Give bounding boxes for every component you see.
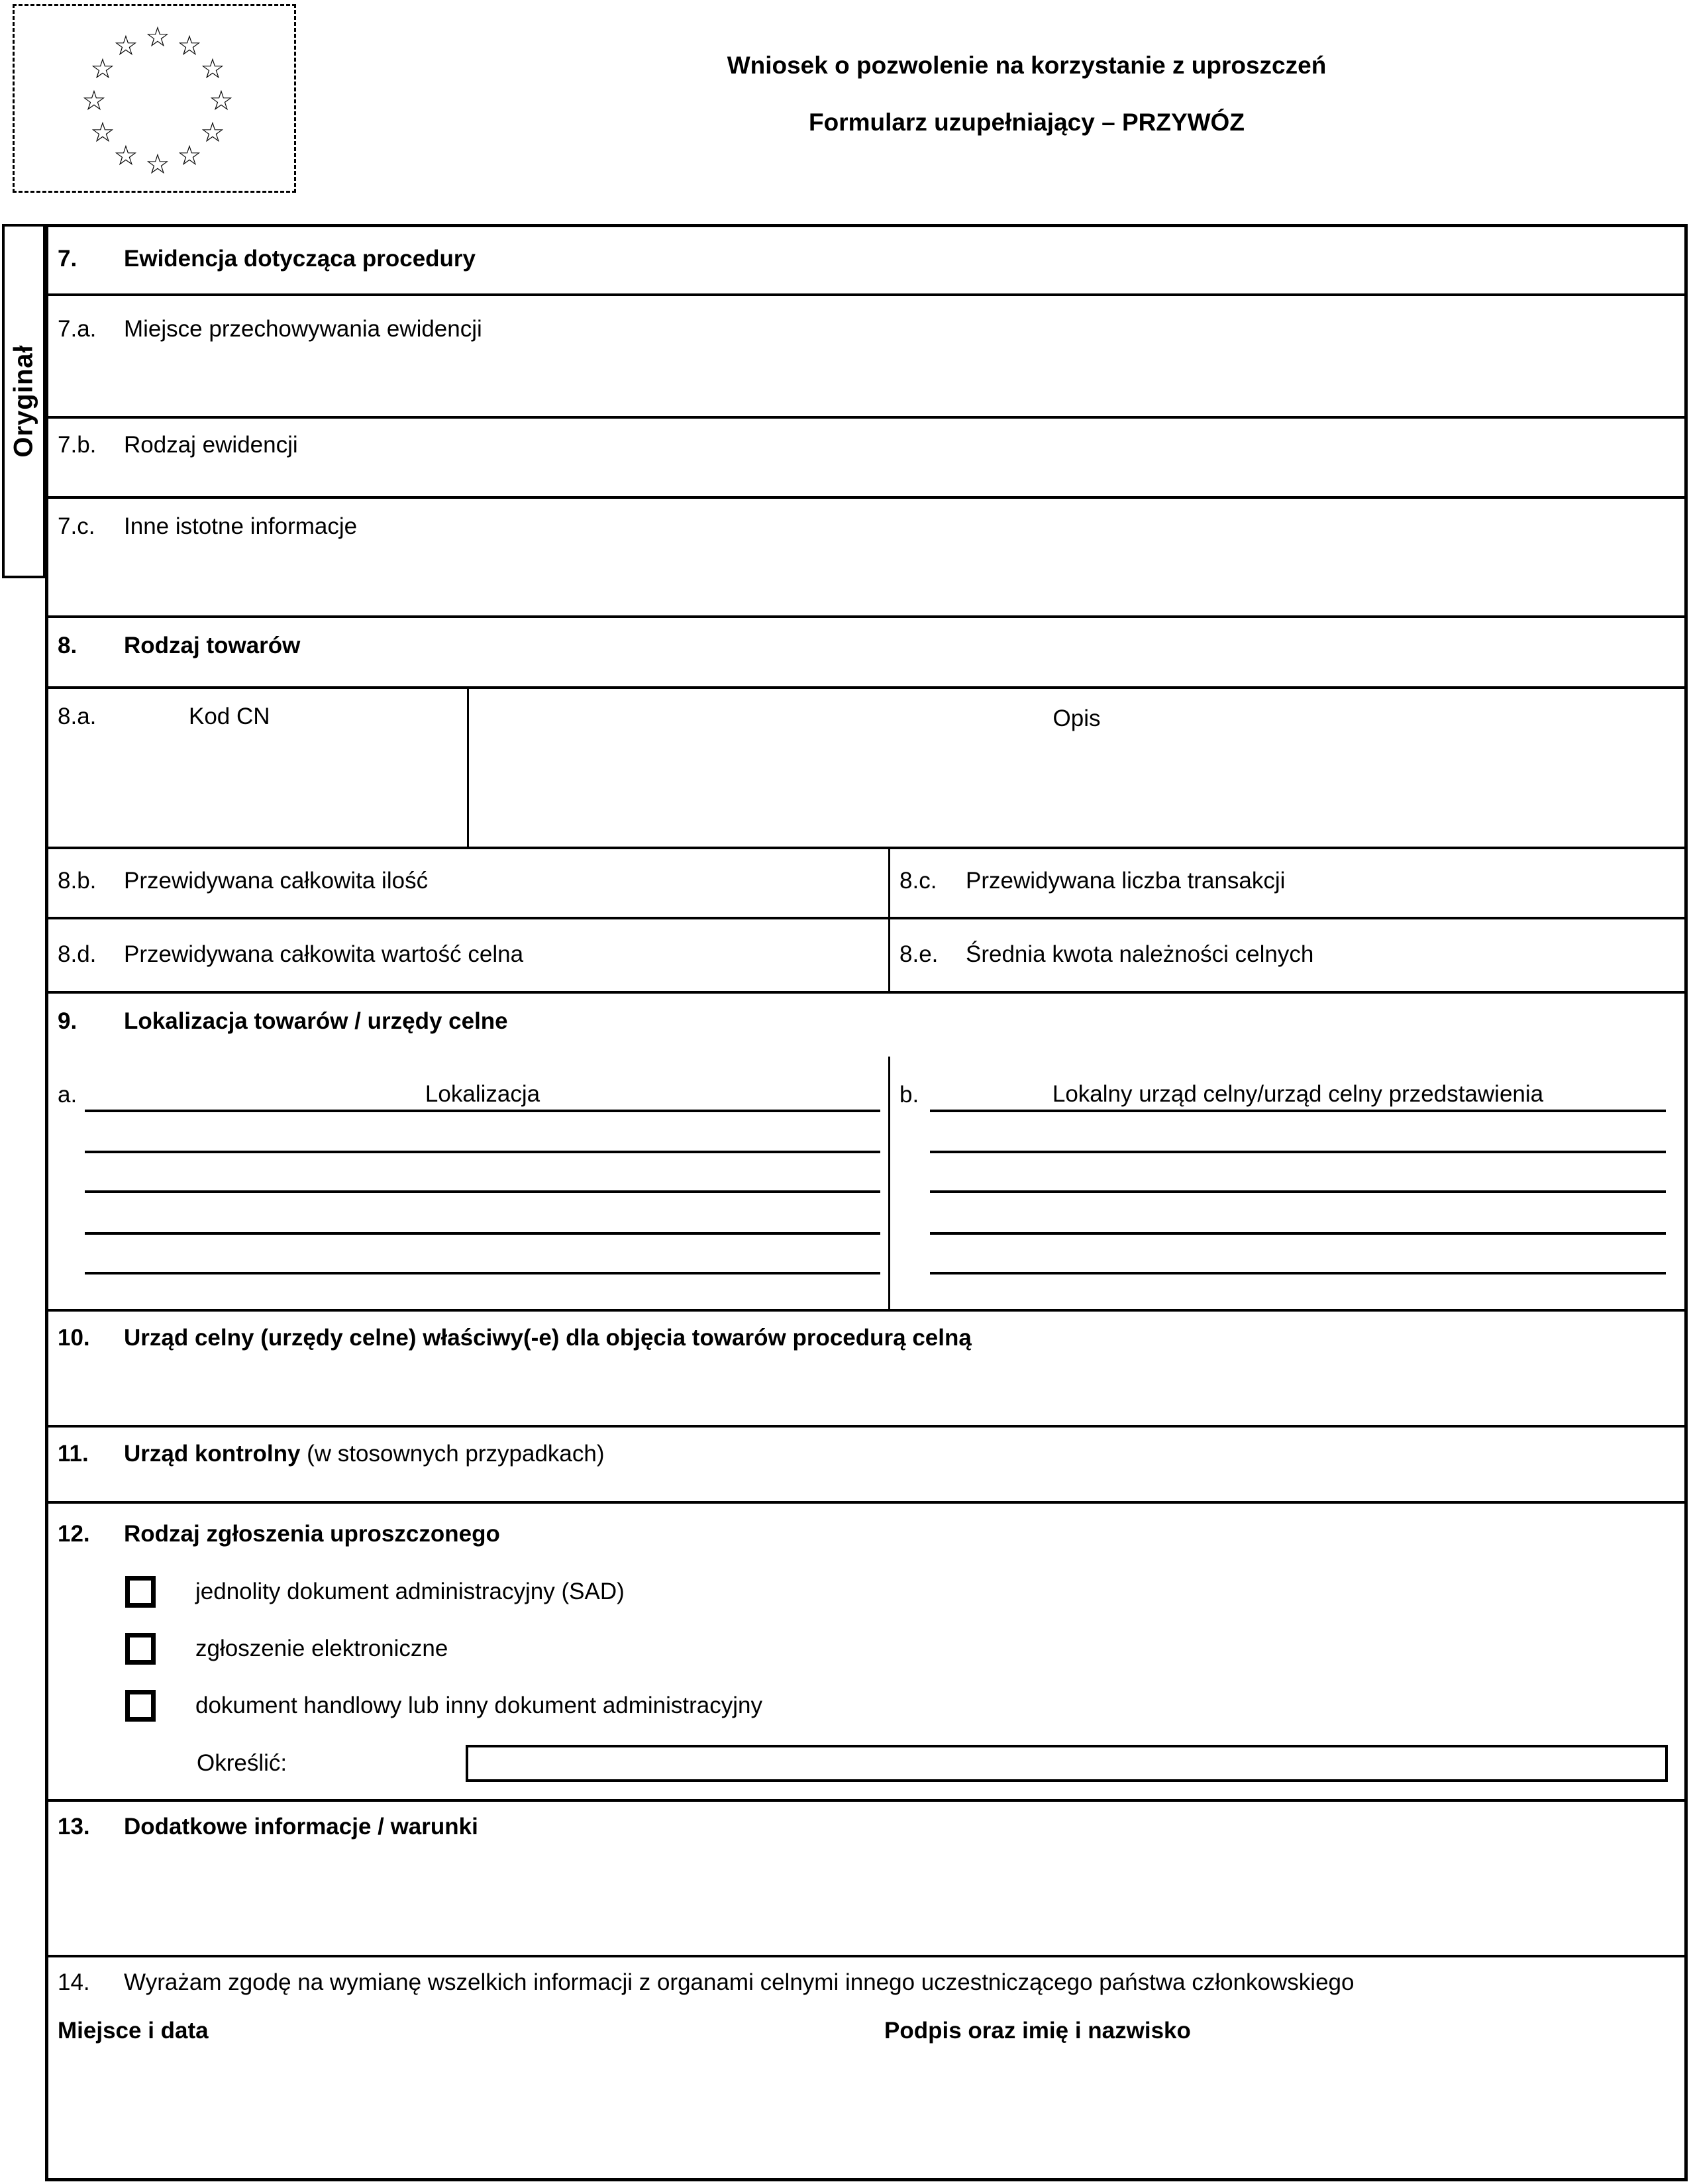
page-title: Wniosek o pozwolenie na korzystanie z uproszczeń <box>727 52 1327 79</box>
row-8d-label: Przewidywana całkowita wartość celna <box>124 941 524 967</box>
eu-flag <box>13 4 296 193</box>
form-table <box>45 224 1688 2181</box>
row-7a-label: Miejsce przechowywania ewidencji <box>124 316 482 342</box>
page-subtitle: Formularz uzupełniający – PRZYWÓZ <box>809 109 1245 136</box>
write-line <box>930 1272 1666 1274</box>
row-11-label <box>124 1441 605 1467</box>
eu-star-icon: ☆ <box>209 84 234 117</box>
row-8e-cell <box>890 919 1684 991</box>
row-8a-number: 8.a. <box>58 703 97 729</box>
checkbox-commercial-document[interactable] <box>125 1690 156 1722</box>
row-13-label: Dodatkowe informacje / warunki <box>124 1814 478 1840</box>
write-line <box>85 1232 880 1235</box>
row-7-label: Ewidencja dotycząca procedury <box>124 246 476 272</box>
checkbox-electronic-declaration-label: zgłoszenie elektroniczne <box>195 1636 448 1661</box>
row-7b-number: 7.b. <box>58 432 97 458</box>
row-12-number: 12. <box>58 1521 90 1547</box>
eu-star-icon: ☆ <box>200 52 225 85</box>
eu-star-icon: ☆ <box>81 84 107 117</box>
write-line <box>85 1190 880 1193</box>
row-8b-label: Przewidywana całkowita ilość <box>124 868 429 894</box>
row-7 <box>48 227 1684 296</box>
checkbox-electronic-declaration[interactable] <box>125 1633 156 1665</box>
eu-star-icon: ☆ <box>177 29 202 62</box>
row-14-label: Wyrażam zgodę na wymianę wszelkich informacji z organami celnymi innego uczestniczącego państwa członkowskiego <box>124 1969 1355 1995</box>
row-8d-8e <box>48 919 1684 994</box>
row-9-label: Lokalizacja towarów / urzędy celne <box>124 1008 508 1034</box>
row-8a-cn-label: Kod CN <box>189 703 270 729</box>
copy-type-sidebar <box>2 224 46 578</box>
signature-name-label: Podpis oraz imię i nazwisko <box>884 2018 1191 2044</box>
row-13-number: 13. <box>58 1814 90 1840</box>
specify-input[interactable] <box>466 1745 1668 1782</box>
row-7a-number: 7.a. <box>58 316 97 342</box>
row-8b-8c <box>48 849 1684 919</box>
checkbox-sad-label: jednolity dokument administracyjny (SAD) <box>195 1579 625 1604</box>
eu-star-icon: ☆ <box>177 139 202 172</box>
row-7-number: 7. <box>58 246 77 272</box>
eu-star-icon: ☆ <box>90 52 115 85</box>
col-b-number: b. <box>899 1082 919 1108</box>
row-11 <box>48 1428 1684 1504</box>
row-10 <box>48 1312 1684 1428</box>
write-line <box>85 1272 880 1274</box>
eu-star-icon: ☆ <box>200 116 225 148</box>
eu-star-icon: ☆ <box>145 148 170 180</box>
row-7a <box>48 296 1684 419</box>
row-8b-number: 8.b. <box>58 868 97 894</box>
write-line <box>930 1232 1666 1235</box>
row-7b <box>48 419 1684 499</box>
row-8e-label: Średnia kwota należności celnych <box>966 941 1314 967</box>
row-8c-number: 8.c. <box>899 868 937 894</box>
row-12 <box>48 1504 1684 1802</box>
row-8a-opis-label: Opis <box>1052 705 1101 731</box>
write-line <box>85 1151 880 1153</box>
row-7c-label: Inne istotne informacje <box>124 513 358 539</box>
specify-label: Określić: <box>197 1750 287 1776</box>
row-9-number: 9. <box>58 1008 77 1034</box>
row-12-label: Rodzaj zgłoszenia uproszczonego <box>124 1521 500 1547</box>
write-line <box>930 1151 1666 1153</box>
row-11-number: 11. <box>58 1441 89 1467</box>
row-8c-label: Przewidywana liczba transakcji <box>966 868 1286 894</box>
eu-star-icon: ☆ <box>113 29 138 62</box>
eu-star-icon: ☆ <box>113 139 138 172</box>
eu-star-icon: ☆ <box>145 21 170 53</box>
eu-star-icon: ☆ <box>90 116 115 148</box>
row-8-number: 8. <box>58 633 77 658</box>
row-7c <box>48 499 1684 618</box>
row-7c-number: 7.c. <box>58 513 95 539</box>
document-header <box>689 52 1364 136</box>
row-7b-label: Rodzaj ewidencji <box>124 432 298 458</box>
row-8d-number: 8.d. <box>58 941 97 967</box>
col-a-number: a. <box>58 1082 77 1108</box>
checkbox-commercial-document-label: dokument handlowy lub inny dokument administracyjny <box>195 1692 763 1718</box>
checkbox-sad[interactable] <box>125 1576 156 1608</box>
copy-type-label: Oryginał <box>9 344 38 458</box>
row-8-label: Rodzaj towarów <box>124 633 301 658</box>
location-column <box>48 1057 888 1309</box>
row-10-number: 10. <box>58 1325 90 1351</box>
col-a-header: Lokalizacja <box>85 1076 880 1112</box>
row-9 <box>48 994 1684 1312</box>
row-10-label: Urząd celny (urzędy celne) właściwy(-e) dla objęcia towarów procedurą celną <box>124 1325 972 1351</box>
row-8a <box>48 689 1684 849</box>
row-14-number: 14. <box>58 1969 90 1995</box>
row-8 <box>48 618 1684 689</box>
row-14 <box>48 1957 1684 2181</box>
row-8e-number: 8.e. <box>899 941 939 967</box>
col-b-header: Lokalny urząd celny/urząd celny przedstawienia <box>930 1076 1666 1112</box>
row-11-label-bold: Urząd kontrolny <box>124 1441 301 1467</box>
place-date-label: Miejsce i data <box>58 2018 209 2044</box>
location-columns <box>48 1057 1684 1309</box>
write-line <box>930 1190 1666 1193</box>
row-13 <box>48 1802 1684 1957</box>
customs-office-column <box>890 1057 1684 1309</box>
row-11-label-regular: (w stosownych przypadkach) <box>300 1441 605 1467</box>
row-8c-cell <box>890 849 1684 917</box>
